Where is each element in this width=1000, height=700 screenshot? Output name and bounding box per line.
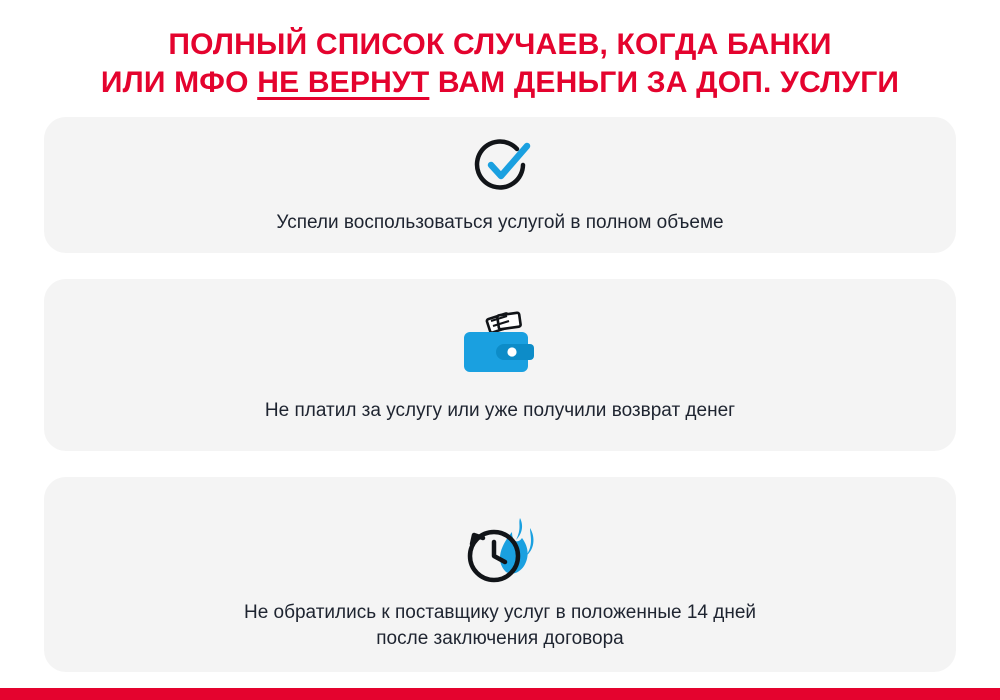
- list-item-label: Успели воспользоваться услугой в полном объеме: [276, 212, 724, 234]
- title-line-1: ПОЛНЫЙ СПИСОК СЛУЧАЕВ, КОГДА БАНКИ: [168, 28, 832, 61]
- list-item: [44, 117, 956, 253]
- list-item: [44, 279, 956, 451]
- title-line-2-before: ИЛИ МФО: [100, 65, 258, 99]
- check-circle-icon: [467, 134, 533, 200]
- title-line-2: [20, 64, 980, 102]
- cards-list: [0, 109, 1000, 700]
- page-title: [0, 0, 1000, 109]
- list-item-label-line1: Не обратились к поставщику услуг в положенные 14 дней: [243, 601, 757, 623]
- list-item-label-line2: после заключения договора: [376, 627, 624, 649]
- list-item-label: [244, 600, 756, 651]
- clock-fire-deadline-icon: [450, 498, 550, 590]
- wallet-money-icon: [460, 306, 540, 384]
- list-item-label: Не платил за услугу или уже получили возврат денег: [264, 400, 736, 422]
- title-emphasis: НЕ ВЕРНУТ: [257, 65, 430, 99]
- title-line-2-after: ВАМ ДЕНЬГИ ЗА ДОП. УСЛУГИ: [429, 65, 900, 99]
- bottom-accent-bar: [0, 688, 1000, 700]
- list-item: [44, 477, 956, 672]
